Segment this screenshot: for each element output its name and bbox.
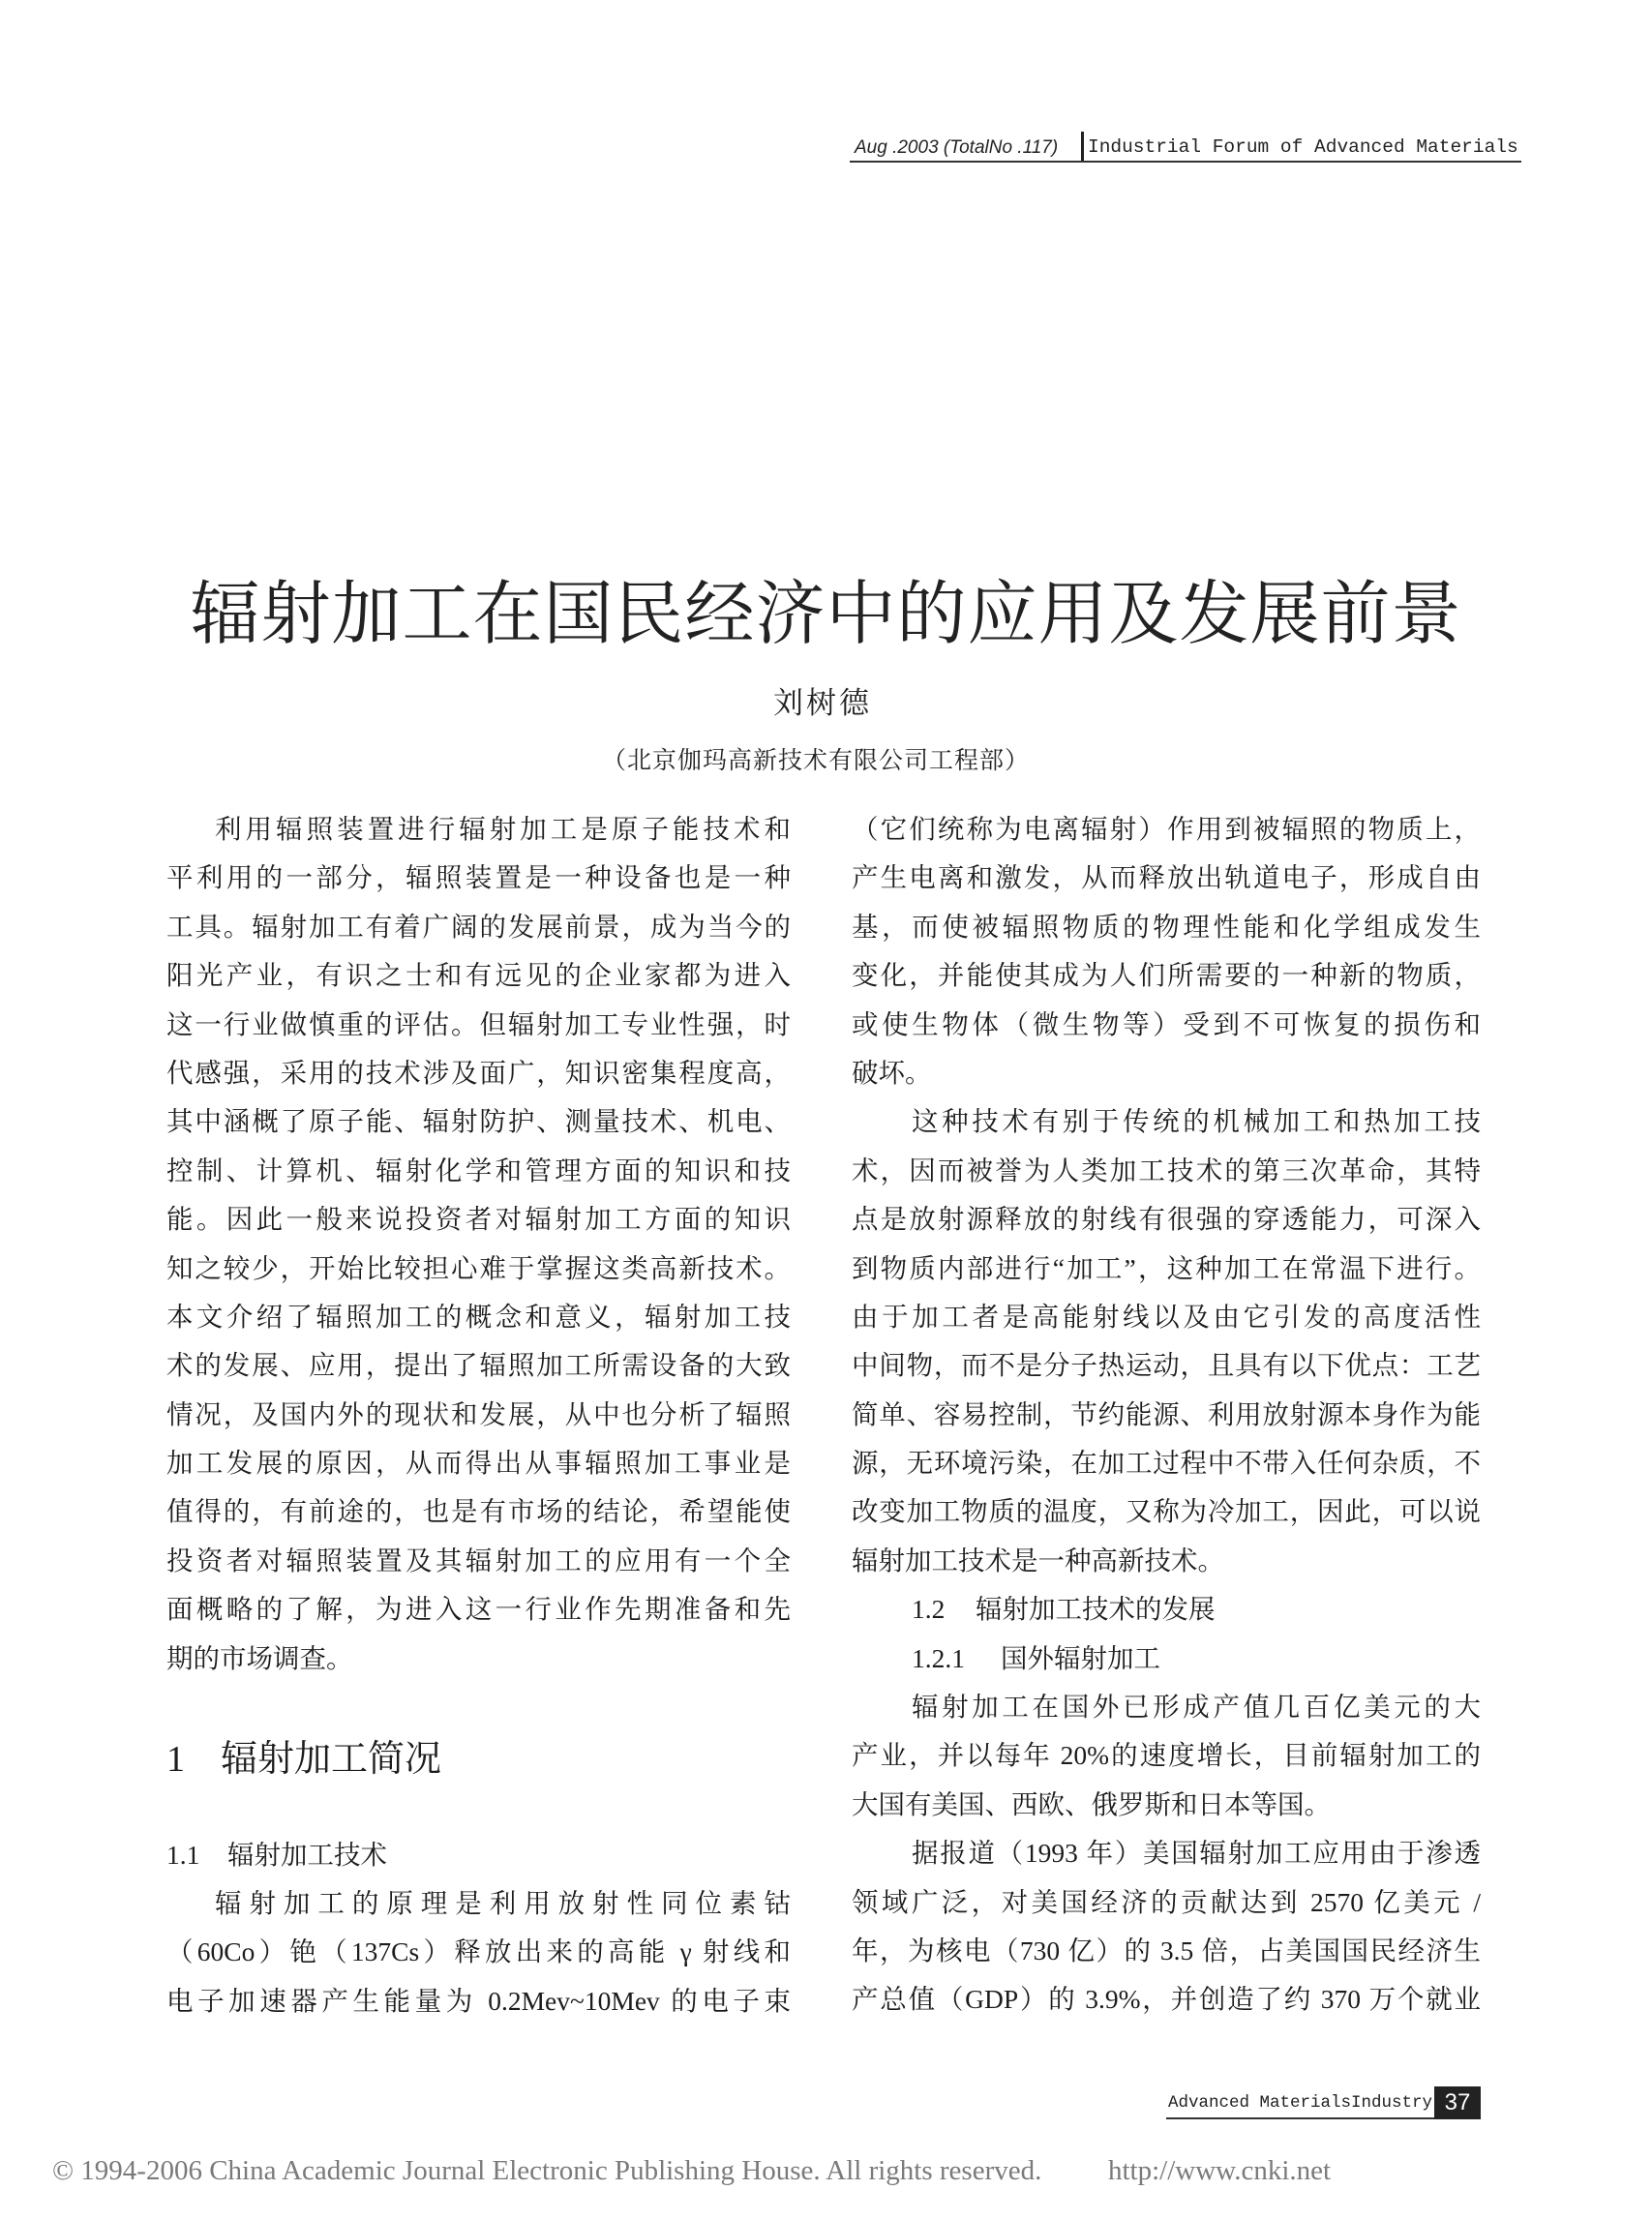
- footer-divider: [1166, 2117, 1434, 2119]
- text-line: 阳光产业，有识之士和有远见的企业家都为进入: [166, 960, 791, 991]
- page-number: 37: [1434, 2086, 1481, 2119]
- text-line: 简单、容易控制，节约能源、利用放射源本身作为能: [852, 1398, 1481, 1429]
- subsection-title: 辐射加工技术: [227, 1839, 387, 1870]
- text-line: 据报道（1993 年）美国辐射加工应用由于渗透: [912, 1838, 1481, 1869]
- left-column: [166, 805, 791, 2025]
- text-line: 这种技术有别于传统的机械加工和热加工技: [912, 1106, 1481, 1137]
- footer-journal-name: Advanced MaterialsIndustry: [1168, 2093, 1433, 2113]
- issue-info: Aug .2003 (TotalNo .117): [855, 137, 1059, 158]
- text-line: 源，无环境污染，在加工过程中不带入任何杂质，不: [852, 1448, 1481, 1479]
- text-line: 改变加工物质的温度，又称为冷加工，因此，可以说: [852, 1496, 1481, 1527]
- section-heading: [166, 1735, 791, 1784]
- author-name: 刘树德: [773, 686, 872, 720]
- text-line: 情况，及国内外的现状和发展，从中也分析了辐照: [166, 1398, 791, 1429]
- text-line: 产业，并以每年 20%的速度增长，目前辐射加工的: [852, 1740, 1481, 1771]
- header-separator: [1081, 132, 1084, 163]
- subsubsection-heading: [852, 1635, 1481, 1683]
- text-line: 本文介绍了辐照加工的概念和意义，辐射加工技: [166, 1301, 791, 1332]
- text-line: 中间物，而不是分子热运动，且具有以下优点：工艺: [852, 1350, 1481, 1381]
- right-column: [852, 805, 1481, 2025]
- text-line: 值得的，有前途的，也是有市场的结论，希望能使: [166, 1496, 791, 1527]
- text-line: 大国有美国、西欧、俄罗斯和日本等国。: [852, 1788, 1331, 1819]
- text-line: 这一行业做慎重的评估。但辐射加工专业性强，时: [166, 1008, 791, 1039]
- section-title: 辐射加工简况: [221, 1738, 442, 1780]
- text-line: 辐射加工的原理是利用放射性同位素钴: [215, 1888, 791, 1918]
- text-line: 辐射加工在国外已形成产值几百亿美元的大: [912, 1692, 1481, 1723]
- subsection-heading: [166, 1831, 791, 1879]
- text-line: 到物质内部进行“加工”，这种加工在常温下进行。: [852, 1252, 1481, 1283]
- text-line: 其中涵概了原子能、辐射防护、测量技术、机电、: [166, 1106, 791, 1137]
- text-line: 变化，并能使其成为人们所需要的一种新的物质，: [852, 960, 1481, 991]
- text-line: 术，因而被誉为人类加工技术的第三次革命，其特: [852, 1155, 1481, 1185]
- text-line: 产总值（GDP）的 3.9%，并创造了约 370 万个就业: [852, 1984, 1481, 2015]
- text-line: 期的市场调查。: [166, 1642, 353, 1673]
- text-line: 面概略的了解，为进入这一行业作先期准备和先: [166, 1594, 791, 1625]
- text-line: 控制、计算机、辐射化学和管理方面的知识和技: [166, 1155, 791, 1185]
- text-line: 点是放射源释放的射线有很强的穿透能力，可深入: [852, 1204, 1481, 1235]
- subsection-heading: [852, 1585, 1481, 1634]
- subsection-title: 辐射加工技术的发展: [976, 1594, 1216, 1625]
- article-title: 辐射加工在国民经济中的应用及发展前景: [190, 576, 1462, 653]
- section-number: 1: [166, 1738, 185, 1780]
- subsubsection-title: 国外辐射加工: [1001, 1642, 1160, 1673]
- text-line: 由于加工者是高能射线以及由它引发的高度活性: [852, 1301, 1481, 1332]
- text-line: 平利用的一部分，辐照装置是一种设备也是一种: [166, 862, 791, 893]
- journal-name: Industrial Forum of Advanced Materials: [1088, 136, 1518, 158]
- text-line: （60Co）铯（137Cs）释放出来的高能 γ 射线和: [166, 1936, 791, 1967]
- source-url: http://www.cnki.net: [1108, 2155, 1332, 2186]
- text-line: 领域广泛，对美国经济的贡献达到 2570 亿美元 /: [852, 1886, 1481, 1917]
- text-line: 电子加速器产生能量为 0.2Mev~10Mev 的电子束: [166, 1985, 791, 2016]
- text-line: （它们统称为电离辐射）作用到被辐照的物质上，: [852, 814, 1481, 844]
- text-line: 知之较少，开始比较担心难于掌握这类高新技术。: [166, 1252, 791, 1283]
- text-line: 年，为核电（730 亿）的 3.5 倍，占美国国民经济生: [852, 1935, 1481, 1965]
- text-line: 术的发展、应用，提出了辐照加工所需设备的大致: [166, 1350, 791, 1381]
- text-line: 代感强，采用的技术涉及面广，知识密集程度高，: [166, 1057, 791, 1088]
- subsection-number: 1.2: [912, 1594, 946, 1625]
- text-line: 加工发展的原因，从而得出从事辐照加工事业是: [166, 1448, 791, 1479]
- author-affiliation: （北京伽玛高新技术有限公司工程部）: [601, 748, 1030, 774]
- text-line: 利用辐照装置进行辐射加工是原子能技术和: [215, 814, 791, 844]
- text-line: 基，而使被辐照物质的物理性能和化学组成发生: [852, 911, 1481, 942]
- text-line: 投资者对辐照装置及其辐射加工的应用有一个全: [166, 1545, 791, 1575]
- text-line: 产生电离和激发，从而释放出轨道电子，形成自由: [852, 862, 1481, 893]
- text-line: 工具。辐射加工有着广阔的发展前景，成为当今的: [166, 911, 791, 942]
- subsection-number: 1.1: [166, 1839, 200, 1870]
- subsubsection-number: 1.2.1: [912, 1642, 965, 1673]
- text-line: 或使生物体（微生物等）受到不可恢复的损伤和: [852, 1008, 1481, 1039]
- text-line: 破坏。: [852, 1057, 932, 1088]
- header-divider: [850, 161, 1521, 163]
- text-line: 能。因此一般来说投资者对辐射加工方面的知识: [166, 1204, 791, 1235]
- copyright-notice: © 1994-2006 China Academic Journal Electronic Publishing House. All rights reserved.: [52, 2155, 1042, 2186]
- text-line: 辐射加工技术是一种高新技术。: [852, 1545, 1224, 1575]
